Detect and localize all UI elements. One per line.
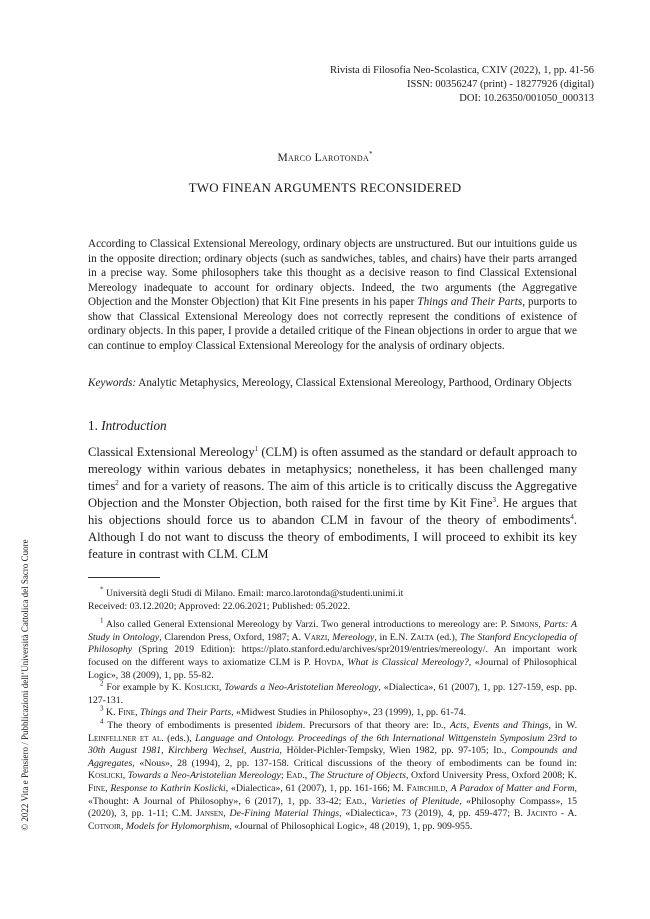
footnotes: [88, 585, 578, 833]
footnote-mark: *: [100, 585, 104, 594]
footnote-divider: [88, 577, 160, 578]
copyright-sidebar: © 2022 Vita e Pensiero / Pubblicazioni dell’Università Cattolica del Sacro Cuore: [20, 539, 30, 831]
section-number: 1.: [88, 418, 102, 433]
body-fragment-5: . Although I do not want to discuss the theory of embodiments, I will proceed to exhibit its key feature in contrast with CLM. CLM: [88, 513, 577, 561]
footnote-ref-1[interactable]: 1: [254, 444, 259, 453]
author-line: [0, 152, 650, 164]
abstract: [88, 237, 577, 353]
footnote-mark: 2: [100, 679, 104, 688]
journal-issn: ISSN: 00356247 (print) - 18277926 (digital): [407, 79, 594, 90]
footnote-affiliation: Università degli Studi di Milano. Email: marco.larotonda@studenti.unimi.it: [103, 588, 404, 599]
footnote-dates: Received: 03.12.2020; Approved: 22.06.2021; Published: 05.2022.: [88, 600, 351, 612]
footnote-3: $^3$ K. Fine, Things and Their Parts, «Midwest Studies in Philosophy», 23 (1999), 1, pp. 61-74.: [100, 705, 467, 719]
abstract-text-2: , purports to show that Classical Extensional Mereology does not correctly represent the conditions of existence of ordinary objects. In this paper, I provide a detailed critique of the Finean objections in order to argue that we can continue to employ Classical Extensional Mereology for the analysis of ordinary objects.: [88, 296, 577, 352]
section-heading: [88, 418, 167, 434]
footnote-1: $^1$ Also called General Extensional Mereology by Varzi. Two general introductions to mereology are: P. Simons, Parts: A Study in Ontology, Clarendon Press, Oxford, 1987; A. Varzi, Mereology, in E.N. Zalta (ed.), The Stanford Encyclopedia of Philosophy (Spring 2019 Edition): https://plato.stanford.edu/archives/spr2019/entries/mereology/. An important work focused on the different ways to axiomatize CLM is P. Hovda, What is Classical Mereology?, «Journal of Philosophical Logic», 38 (2009), 1, pp. 55-82.: [88, 616, 578, 681]
footnote-ref-4[interactable]: 4: [570, 512, 574, 521]
footnote-mark: 1: [100, 616, 104, 625]
journal-doi: DOI: 10.26350/001050_000313: [459, 93, 594, 104]
article-title: TWO FINEAN ARGUMENTS RECONSIDERED: [188, 180, 462, 195]
footnote-mark: 3: [100, 705, 104, 714]
body-fragment-1: Classical Extensional Mereology: [88, 445, 255, 459]
keywords: [88, 376, 577, 391]
journal-info: [330, 64, 594, 106]
footnote-ref-2[interactable]: 2: [115, 478, 119, 487]
body-fragment-4: . He argues that his objections should force us to abandon CLM in favour of the theory of embodiments: [88, 496, 577, 527]
author-name: Marco Larotonda: [277, 152, 370, 164]
keywords-text: Analytic Metaphysics, Mereology, Classical Extensional Mereology, Parthood, Ordinary Objects: [136, 377, 572, 389]
abstract-text-1: According to Classical Extensional Mereology, ordinary objects are unstructured. But our intuitions guide us in the opposite direction; ordinary objects (such as sandwiches, tables, and chairs) have their parts arranged in a precise way. Some philosophers take this thought as a decisive reason to find Classical Extensional Mereology inadequate to account for ordinary objects. Indeed, the two arguments (the Aggregative Objection and the Monster Objection) that Kit Fine presents in his paper: [88, 238, 577, 308]
journal-citation: Rivista di Filosofia Neo-Scolastica, CXIV (2022), 1, pp. 41-56: [329, 65, 594, 76]
footnote-author: [88, 585, 577, 613]
footnote-4: $^4$ The theory of embodiments is presented ibidem. Precursors of that theory are: Id., Acts, Events and Things, in W. Leinfellner et al. (eds.), Language and Ontology. Proceedings of the 6th International Wittgenstein Symposium 23rd to 30th August 1981, Kirchberg Wechsel, Austria, Hölder-Pichler-Tempsky, Wien 1982, pp. 97-105; Id., Compounds and Aggregates, «Nous», 28 (1994), 2, pp. 137-158. Critical discussions of the theory of embodiments can be found in: Koslicki, Towards a Neo-Aristotelian Mereology; Ead., The Structure of Objects, Oxford University Press, Oxford 2008; K. Fine, Response to Kathrin Koslicki, «Dialectica», 61 (2007), 1, pp. 161-166; M. Fairchild, A Paradox of Matter and Form, «Thought: A Journal of Philosophy», 6 (2017), 1, pp. 33-42; Ead., Varieties of Plenitude, «Philosophy Compass», 15 (2020), 3, pp. 1-11; C.M. Jansen, De-Fining Material Things, «Dialectica», 73 (2019), 4, pp. 459-477; B. Jacinto - A. Cotnoir, Models for Hylomorphism, «Journal of Philosophical Logic», 48 (2019), 1, pp. 909-955.: [88, 717, 578, 832]
body-text: [88, 444, 577, 563]
body-fragment-3: and for a variety of reasons. The aim of this article is to critically discuss the Aggregative Objection and the Monster Objection, both raised for the first time by Kit Fine: [88, 479, 577, 510]
section-title: Introduction: [101, 418, 167, 433]
footnote-mark: 4: [100, 717, 104, 726]
body-fragment-2: (CLM) is often assumed as the standard or default approach to mereology within various debates in metaphysics; nonetheless, it has been challenged many times: [88, 445, 577, 493]
footnote-ref-3[interactable]: 3: [492, 495, 497, 504]
author-footnote-mark: *: [369, 150, 373, 159]
footnote-2: $^2$ For example by K. Koslicki, Towards a Neo-Aristotelian Mereology, «Dialectica», 61 (2007), 1, pp. 127-159, esp. pp. 127-131.: [88, 679, 577, 706]
keywords-label: Keywords:: [88, 377, 137, 389]
abstract-italic-title: Things and Their Parts: [417, 296, 523, 308]
